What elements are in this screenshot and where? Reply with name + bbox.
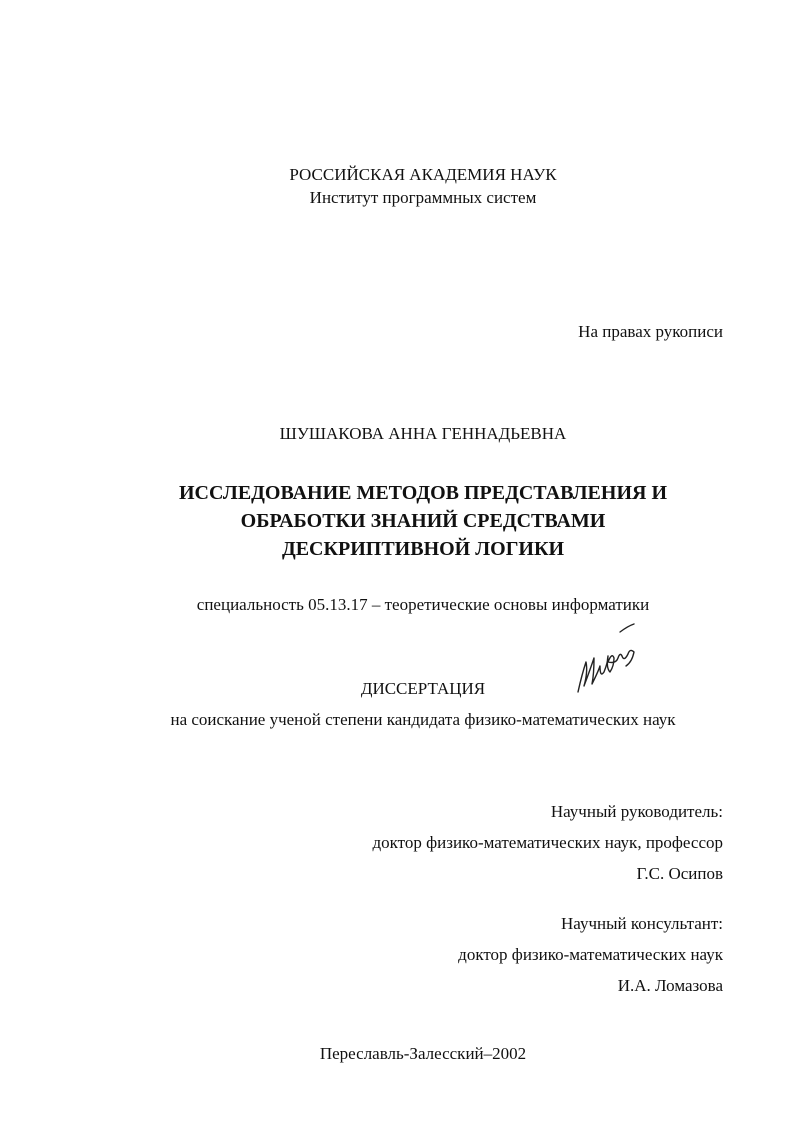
academy-name: РОССИЙСКАЯ АКАДЕМИЯ НАУК [289,165,557,184]
supervisor-label: Научный руководитель: [550,802,723,821]
thesis-title-line-1: ИССЛЕДОВАНИЕ МЕТОДОВ ПРЕДСТАВЛЕНИЯ И [178,482,668,504]
consultant-label: Научный консультант: [561,914,723,933]
thesis-title-line-3: ДЕСКРИПТИВНОЙ ЛОГИКИ [281,538,565,560]
supervisor-title: доктор физико-математических наук, профессор [372,833,723,852]
author-name: ШУШАКОВА АННА ГЕННАДЬЕВНА [279,424,567,443]
thesis-title [0,479,793,563]
supervisor-name: Г.С. Осипов [636,864,723,883]
place-and-year: Переславль-Залесский–2002 [319,1044,527,1063]
thesis-title-line-2: ОБРАБОТКИ ЗНАНИЙ СРЕДСТВАМИ [240,510,606,532]
manuscript-rights-note: На правах рукописи [578,322,723,341]
consultant-name: И.А. Ломазова [617,976,723,995]
work-type: ДИССЕРТАЦИЯ [360,679,486,698]
degree-line: на соискание ученой степени кандидата физико-математических наук [170,710,676,729]
specialty-line: специальность 05.13.17 – теоретические основы информатики [196,595,650,614]
consultant-title: доктор физико-математических наук [458,945,723,964]
institute-name: Институт программных систем [309,188,537,207]
